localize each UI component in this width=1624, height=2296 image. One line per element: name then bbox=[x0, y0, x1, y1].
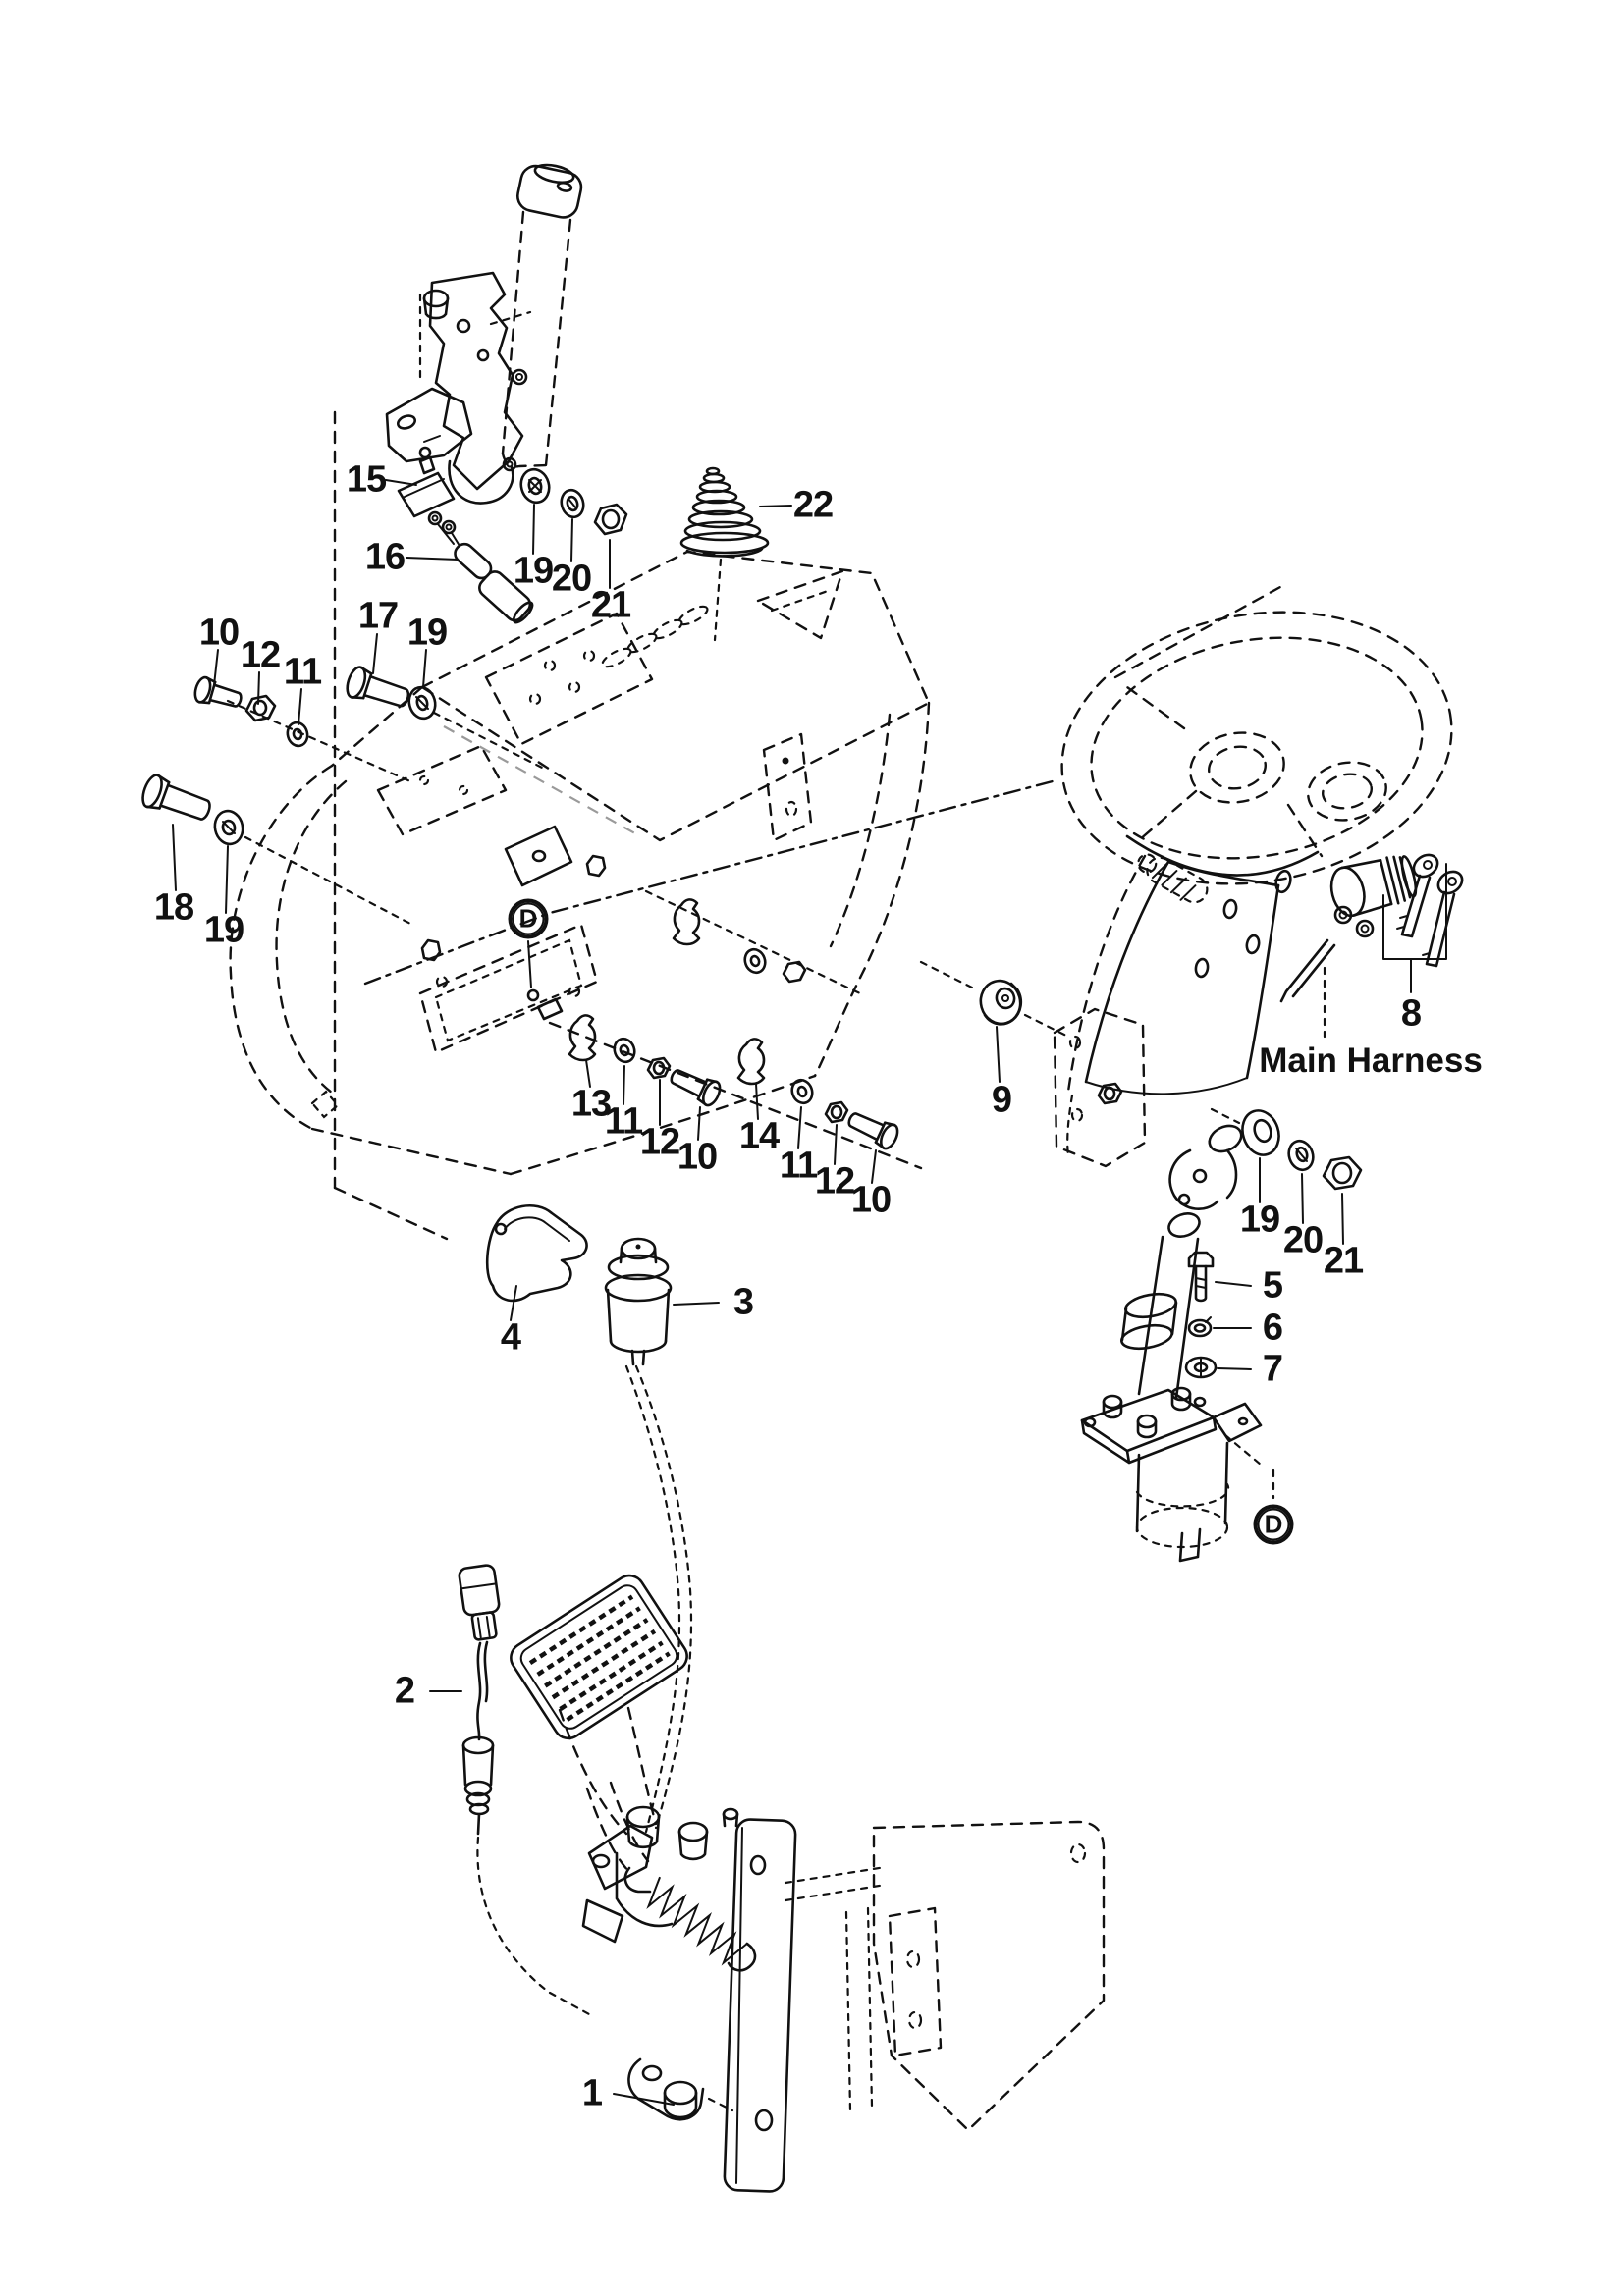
callout-21-col: 21 bbox=[1323, 1240, 1364, 1282]
callout-15: 15 bbox=[346, 458, 387, 501]
main-harness-label: Main Harness bbox=[1259, 1041, 1483, 1080]
callout-3: 3 bbox=[732, 1281, 754, 1323]
callout-22: 22 bbox=[792, 484, 834, 526]
callout-18: 18 bbox=[153, 886, 194, 929]
callout-12-left: 12 bbox=[240, 634, 281, 676]
callout-11-left: 11 bbox=[283, 651, 322, 693]
callout-11-mid2: 11 bbox=[779, 1145, 818, 1187]
callout-6: 6 bbox=[1262, 1307, 1283, 1349]
callout-19-dash-lower: 19 bbox=[203, 909, 244, 951]
callout-11-mid1: 11 bbox=[604, 1100, 643, 1143]
callout-9: 9 bbox=[991, 1079, 1012, 1121]
detail-marker-d-console: D bbox=[509, 899, 549, 939]
callout-12-mid2: 12 bbox=[814, 1160, 855, 1202]
detail-marker-d-column: D bbox=[1254, 1505, 1294, 1545]
callout-1: 1 bbox=[581, 2072, 603, 2114]
callout-10-mid1: 10 bbox=[677, 1136, 718, 1178]
callout-13: 13 bbox=[570, 1083, 612, 1125]
callout-8: 8 bbox=[1400, 992, 1422, 1035]
callout-7: 7 bbox=[1262, 1348, 1283, 1390]
callout-16: 16 bbox=[364, 536, 406, 578]
callout-2: 2 bbox=[394, 1670, 415, 1712]
callout-17: 17 bbox=[357, 595, 399, 637]
callout-14: 14 bbox=[738, 1115, 780, 1157]
callout-12-mid1: 12 bbox=[639, 1121, 680, 1163]
callout-19-col: 19 bbox=[1239, 1199, 1280, 1241]
callout-4: 4 bbox=[500, 1316, 521, 1359]
callout-20-col: 20 bbox=[1282, 1219, 1324, 1261]
callout-20-lever: 20 bbox=[551, 558, 592, 600]
callout-19-dash-upper: 19 bbox=[406, 612, 448, 654]
callout-10-mid2: 10 bbox=[850, 1179, 892, 1221]
callout-21-lever: 21 bbox=[590, 584, 631, 626]
callout-5: 5 bbox=[1262, 1264, 1283, 1307]
callout-10-left: 10 bbox=[198, 612, 240, 654]
callout-19-lever: 19 bbox=[513, 550, 554, 592]
